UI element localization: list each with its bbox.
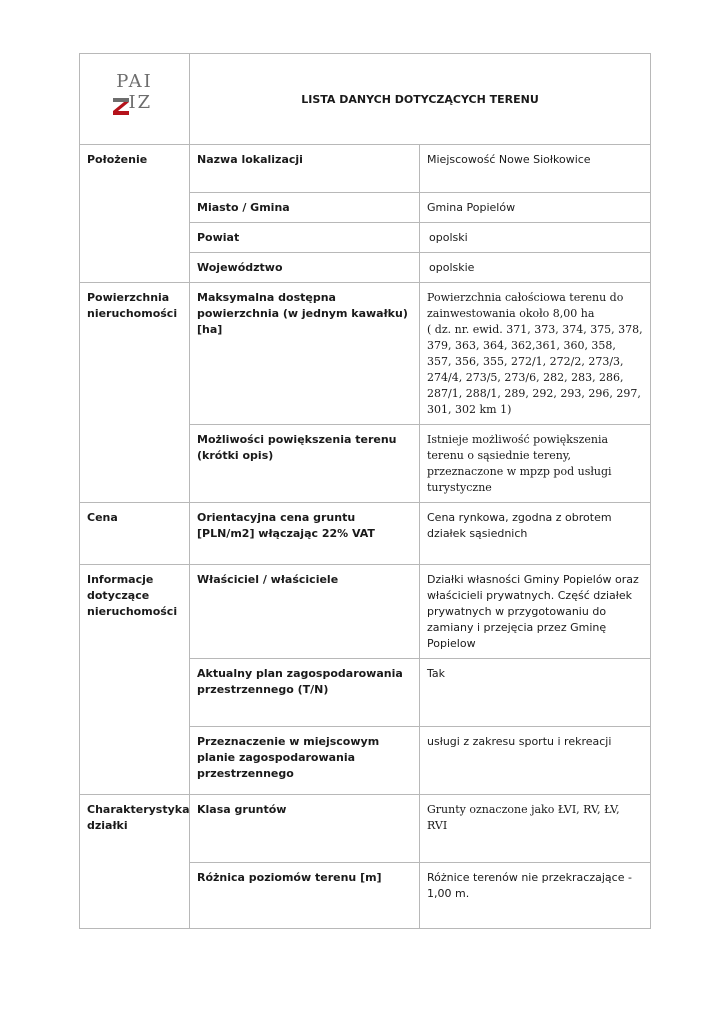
- header-row: [80, 54, 651, 145]
- section-polozenie: Położenie: [80, 145, 190, 283]
- value-wojewodztwo: [420, 253, 651, 283]
- section-informacje: Informacje dotyczące nieruchomości: [80, 565, 190, 795]
- logo-mark-icon: [113, 98, 129, 115]
- value-max-powierzchnia-line1: Powierzchnia całościowa terenu do zainwestowania około 8,00 ha: [427, 291, 624, 320]
- table-row: [80, 795, 651, 863]
- table-row: [80, 503, 651, 565]
- label-powiat: Powiat: [190, 223, 420, 253]
- label-przeznaczenie: Przeznaczenie w miejscowym planie zagospodarowania przestrzennego: [190, 727, 420, 795]
- logo-cell: [80, 54, 190, 145]
- value-nazwa-lokalizacji: Miejscowość Nowe Siołkowice: [420, 145, 651, 193]
- value-max-powierzchnia: [420, 283, 651, 425]
- label-wlasciciel: Właściciel / właściciele: [190, 565, 420, 659]
- site-data-table: [79, 53, 651, 929]
- value-mozliwosci: Istnieje możliwość powiększenia terenu o sąsiednie tereny, przeznaczone w mpzp pod usługi turystyczne: [420, 425, 651, 503]
- label-roznica-poziomow: Różnica poziomów terenu [m]: [190, 863, 420, 929]
- table-row: [80, 283, 651, 425]
- label-klasa-gruntow: Klasa gruntów: [190, 795, 420, 863]
- label-plan: Aktualny plan zagospodarowania przestrzennego (T/N): [190, 659, 420, 727]
- value-wlasciciel: Działki własności Gminy Popielów oraz właścicieli prywatnych. Część działek prywatnych w przygotowaniu do zamiany i przejęcia przez Gminę Popielow: [420, 565, 651, 659]
- value-cena-gruntu: Cena rynkowa, zgodna z obrotem działek sąsiednich: [420, 503, 651, 565]
- value-klasa-gruntow: Grunty oznaczone jako ŁVI, RV, ŁV, RVI: [420, 795, 651, 863]
- value-przeznaczenie: usługi z zakresu sportu i rekreacji: [420, 727, 651, 795]
- value-wojewodztwo-text: opolskie: [429, 261, 475, 274]
- label-nazwa-lokalizacji: Nazwa lokalizacji: [190, 145, 420, 193]
- section-cena: Cena: [80, 503, 190, 565]
- value-plan: Tak: [420, 659, 651, 727]
- paiiz-logo: [105, 70, 165, 120]
- label-wojewodztwo: Województwo: [190, 253, 420, 283]
- value-max-powierzchnia-line2: ( dz. nr. ewid. 371, 373, 374, 375, 378, 379, 363, 364, 362,361, 360, 358, 357, 356, 355, 272/1, 272/2, 273/3, 274/4, 273/5, 273/6, 282, 283, 286, 287/1, 288/1, 289, 292, 293, 296, 297, 301, 302 km 1): [427, 323, 643, 416]
- label-max-powierzchnia: Maksymalna dostępna powierzchnia (w jednym kawałku) [ha]: [190, 283, 420, 425]
- value-powiat-text: opolski: [429, 231, 468, 244]
- section-charakterystyka: Charakterystyka działki: [80, 795, 190, 929]
- table-row: [80, 565, 651, 659]
- section-powierzchnia: Powierzchnia nieruchomości: [80, 283, 190, 503]
- logo-top-text: PAI: [116, 70, 153, 92]
- label-mozliwosci: Możliwości powiększenia terenu (krótki opis): [190, 425, 420, 503]
- value-powiat: [420, 223, 651, 253]
- value-roznica-poziomow: Różnice terenów nie przekraczające - 1,00 m.: [420, 863, 651, 929]
- label-cena-gruntu: Orientacyjna cena gruntu [PLN/m2] włączając 22% VAT: [190, 503, 420, 565]
- page-title: LISTA DANYCH DOTYCZĄCYCH TERENU: [190, 54, 651, 145]
- logo-bottom-text: IZ: [128, 91, 153, 113]
- table-row: [80, 145, 651, 193]
- label-miasto-gmina: Miasto / Gmina: [190, 193, 420, 223]
- value-miasto-gmina: Gmina Popielów: [420, 193, 651, 223]
